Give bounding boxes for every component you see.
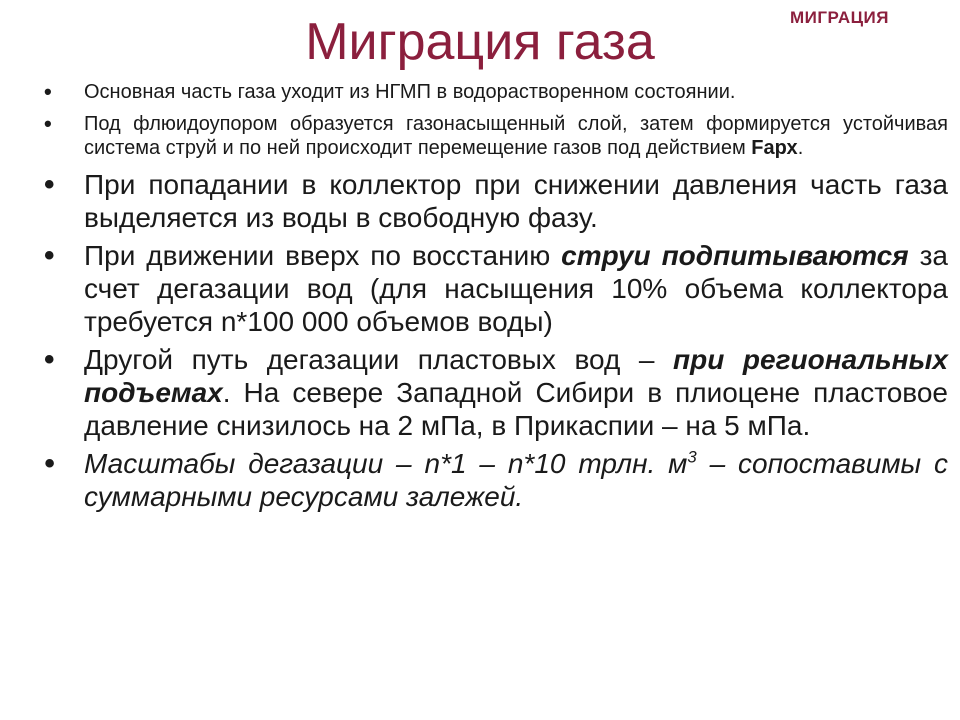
bullet-marker: •	[44, 79, 52, 104]
bullet-marker: •	[44, 111, 52, 136]
bullet-text: Масштабы дегазации – n*1 – n*10 трлн. м	[84, 448, 688, 479]
bullet-item	[40, 168, 948, 234]
bullet-list	[40, 80, 948, 518]
bullet-marker: •	[44, 343, 55, 376]
bullet-text: При попадании в коллектор при снижении давления часть газа выделяется из воды в свободную фазу.	[84, 169, 948, 233]
bullet-item	[40, 343, 948, 442]
bullet-item	[40, 239, 948, 338]
bullet-emphasis: струи подпитываются	[561, 240, 909, 271]
superscript: 3	[687, 447, 697, 467]
bullet-bold-term: Fарх	[751, 137, 798, 159]
bullet-marker: •	[44, 447, 55, 480]
bullet-text: Под флюидоупором образуется газонасыщенный слой, затем формируется устойчивая система струй и по ней происходит перемещение газов под действием	[84, 113, 948, 159]
bullet-text-end: .	[797, 137, 804, 159]
bullet-text-end: за счет дегазации вод (для насыщения 10% объема коллектора требуется n*100 000 объемов воды)	[84, 240, 948, 337]
bullet-marker: •	[44, 168, 55, 201]
bullet-emphasis: при региональных подъемах	[84, 344, 949, 408]
bullet-text: При движении вверх по восстанию	[84, 240, 562, 271]
bullet-item	[40, 112, 948, 160]
section-tag: МИГРАЦИЯ	[790, 8, 889, 27]
bullet-text: Другой путь дегазации пластовых вод –	[84, 344, 674, 375]
slide-title: Миграция газа	[305, 13, 655, 71]
bullet-item	[40, 447, 948, 513]
bullet-text: Основная часть газа уходит из НГМП в водорастворенном состоянии.	[84, 81, 736, 103]
bullet-text-end: – сопоставимы с суммарными ресурсами залежей.	[84, 448, 949, 512]
bullet-marker: •	[44, 239, 55, 272]
bullet-item	[40, 80, 948, 104]
bullet-text-end: . На севере Западной Сибири в плиоцене пластовое давление снизилось на 2 мПа, в Прикаспии – на 5 мПа.	[84, 377, 948, 441]
